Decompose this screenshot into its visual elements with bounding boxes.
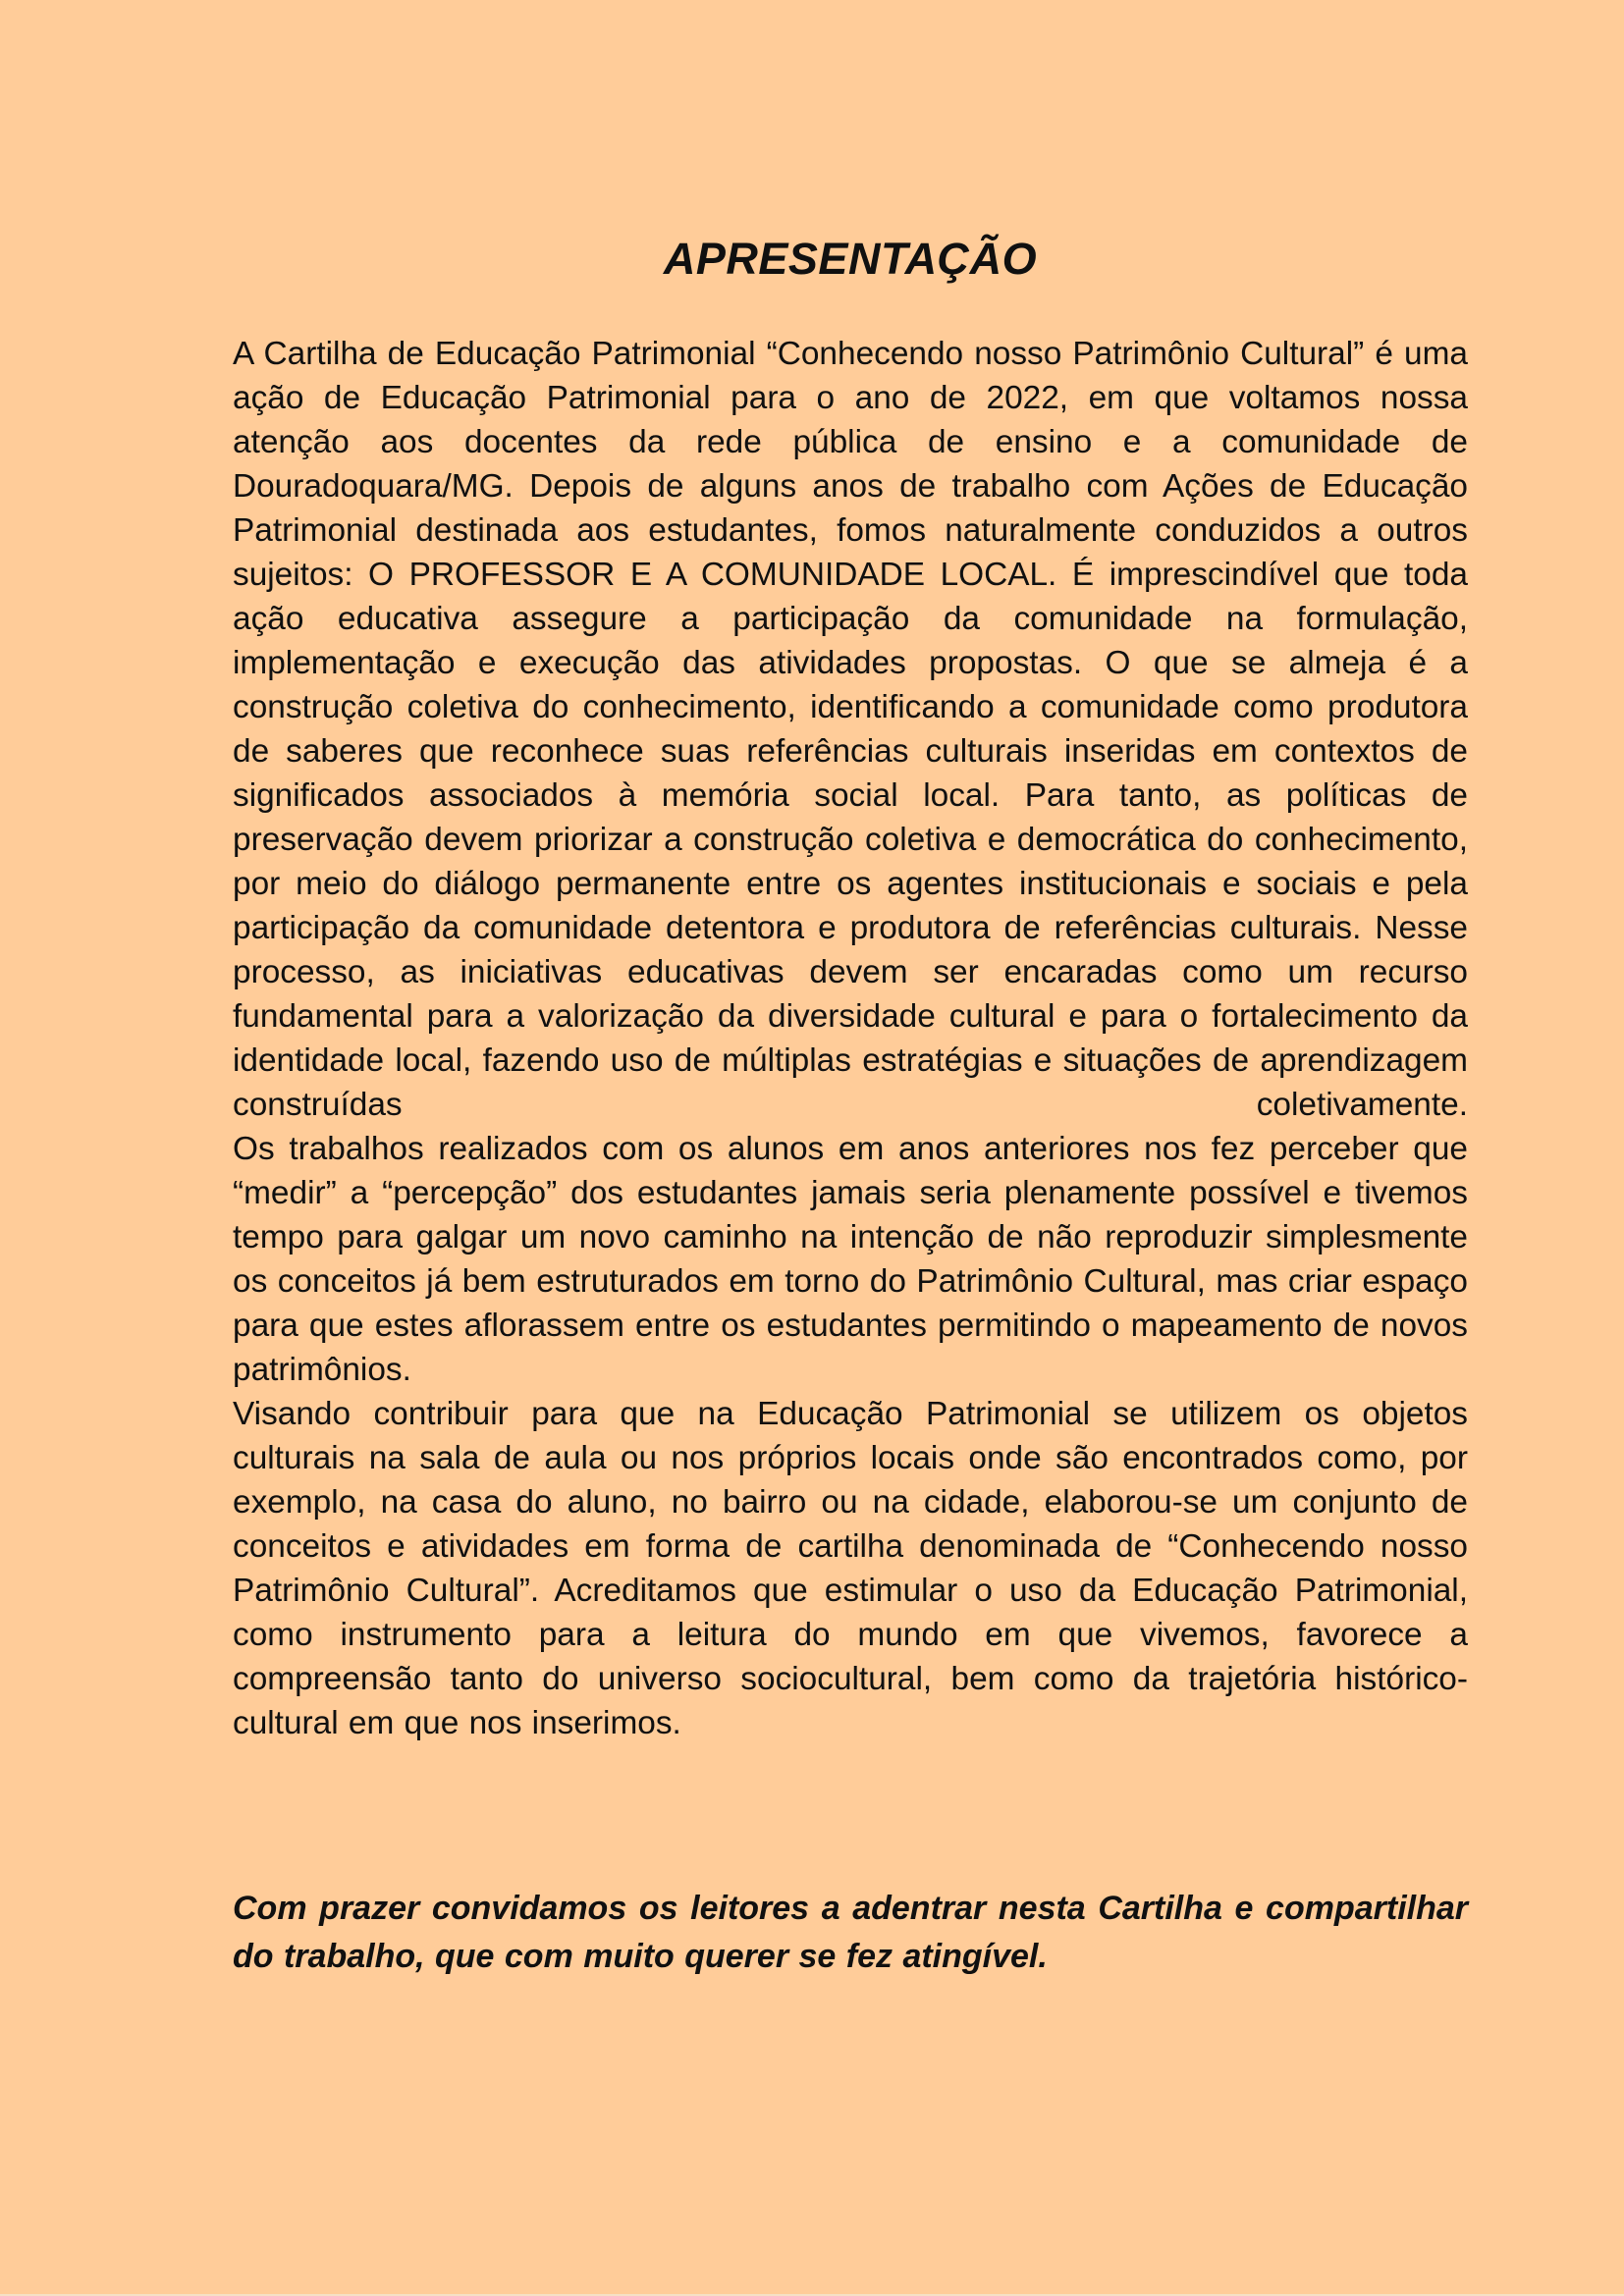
closing-statement: Com prazer convidamos os leitores a adentrar nesta Cartilha e compartilhar do trabalho, que com muito querer se fez atingível. <box>233 1890 1468 1975</box>
paragraph-intro: A Cartilha de Educação Patrimonial “Conhecendo nosso Patrimônio Cultural” é uma ação de Educação Patrimonial para o ano de 2022, em que voltamos nossa atenção aos docentes da rede pública de ensino e a comunidade de Douradoquara/MG. Depois de alguns anos de trabalho com Ações de Educação Patrimonial destinada aos estudantes, fomos naturalmente conduzidos a outros sujeitos: O PROFESSOR E A COMUNIDADE LOCAL. É imprescindível que toda ação educativa assegure a participação da comunidade na formulação, implementação e execução das atividades propostas. O que se almeja é a construção coletiva do conhecimento, identificando a comunidade como produtora de saberes que reconhece suas referências culturais inseridas em contextos de significados associados à memória social local. Para tanto, as políticas de preservação devem priorizar a construção coletiva e democrática do conhecimento, por meio do diálogo permanente entre os agentes institucionais e sociais e pela participação da comunidade detentora e produtora de referências culturais. Nesse processo, as iniciativas educativas devem ser encaradas como um recurso fundamental para a valorização da diversidade cultural e para o fortalecimento da identidade local, fazendo uso de múltiplas estratégias e situações de aprendizagem construídas coletivamente. <box>233 336 1468 1123</box>
page-title: APRESENTAÇÃO <box>663 234 1038 284</box>
paragraph-previous-work: Os trabalhos realizados com os alunos em anos anteriores nos fez perceber que “medir” a “percepção” dos estudantes jamais seria plenamente possível e tivemos tempo para galgar um novo caminho na intenção de não reproduzir simplesmente os conceitos já bem estruturados em torno do Patrimônio Cultural, mas criar espaço para que estes aflorassem entre os estudantes permitindo o mapeamento de novos patrimônios. <box>233 1131 1468 1388</box>
text-column <box>233 0 1468 1981</box>
body-text <box>233 332 1468 1745</box>
paragraph-cartilha-purpose: Visando contribuir para que na Educação Patrimonial se utilizem os objetos culturais na sala de aula ou nos próprios locais onde são encontrados como, por exemplo, na casa do aluno, no bairro ou na cidade, elaborou-se um conjunto de conceitos e atividades em forma de cartilha denominada de “Conhecendo nosso Patrimônio Cultural”. Acreditamos que estimular o uso da Educação Patrimonial, como instrumento para a leitura do mundo em que vivemos, favorece a compreensão tanto do universo sociocultural, bem como da trajetória histórico-cultural em que nos inserimos. <box>233 1396 1468 1741</box>
